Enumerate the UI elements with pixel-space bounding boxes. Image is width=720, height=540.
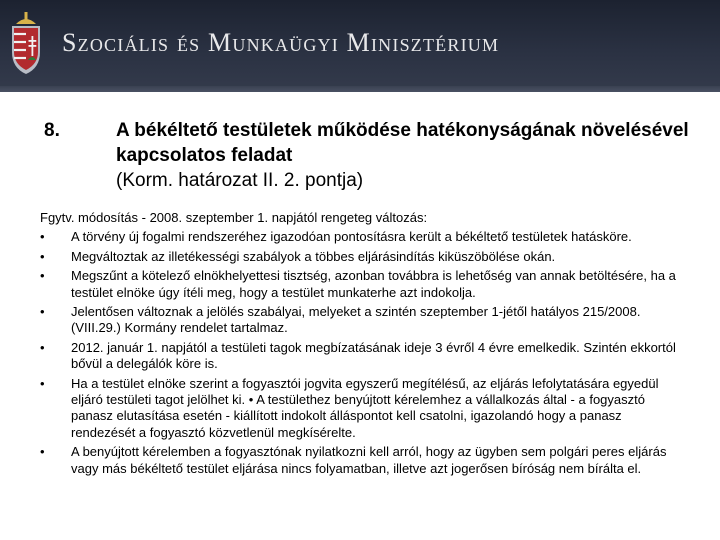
list-item: [40, 340, 680, 373]
list-item: [40, 376, 680, 442]
slide-title: [116, 118, 696, 193]
bullet-icon: •: [40, 444, 45, 460]
slide-title-sub: (Korm. határozat II. 2. pontja): [116, 170, 364, 191]
slide-body: [40, 210, 680, 480]
list-item: [40, 268, 680, 301]
header-banner: [0, 0, 720, 92]
list-item-text: A törvény új fogalmi rendszeréhez igazodóan pontosításra került a békéltető testületek hatásköre.: [71, 229, 632, 245]
intro-text: Fgytv. módosítás - 2008. szeptember 1. napjától rengeteg változás:: [40, 210, 428, 225]
list-item-text: Megszűnt a kötelező elnökhelyettesi tisztség, azonban továbbra is lehetőség van annak betöltésére, ha a testület elnöke úgy ítéli meg, hogy a testület munkaterhe azt indokolja.: [71, 268, 676, 300]
list-item: [40, 249, 680, 265]
list-item-text: 2012. január 1. napjától a testületi tagok megbízatásának ideje 3 évről 4 évre emelkedik. Szintén ekkortól bővül a delegálók köre is.: [71, 339, 676, 372]
bullet-icon: •: [40, 339, 45, 355]
bullet-list: [40, 229, 680, 477]
bullet-icon: •: [40, 229, 45, 245]
list-item-text: A benyújtott kérelemben a fogyasztónak nyilatkozni kell arról, hogy az ügyben sem polgári peres eljárás vagy más békéltető testület eljárása nincs folyamatban, illetve azt jogerősen bíróság nem bírálta el.: [71, 444, 667, 476]
slide-title-main: A békéltető testületek működése hatékonyságának növelésével kapcsolatos feladat: [116, 120, 689, 166]
list-item: [40, 229, 680, 245]
bullet-icon: •: [40, 268, 45, 284]
bullet-icon: •: [40, 375, 45, 391]
list-item: [40, 304, 680, 337]
bullet-icon: •: [40, 248, 45, 264]
list-item: [40, 444, 680, 477]
slide-number: 8.: [44, 120, 60, 141]
bullet-icon: •: [40, 304, 45, 320]
ministry-name: Szociális és Munkaügyi Minisztérium: [62, 28, 500, 57]
list-item-text: Jelentősen változnak a jelölés szabályai, melyeket a szintén szeptember 1-jétől hatályos 215/2008. (VIII.29.) Kormány rendelet tartalmaz.: [71, 304, 641, 336]
list-item-text: Ha a testület elnöke szerint a fogyasztói jogvita egyszerű megítélésű, az eljárás lefolytatására egyedül eljáró testületi tagot jelölhet ki. • A testülethez benyújtott kérelemhez a vállalkozás által - a fogyasztó panasz elutasítása esetén - kiállított indokolt álláspontot kell csatolni, igazolandó hogy a panasz rendezését a fogyasztó közvetlenül megkísérelte.: [71, 375, 659, 440]
hungarian-coat-of-arms-icon: [4, 12, 48, 76]
list-item-text: Megváltoztak az illetékességi szabályok a többes eljárásindítás kiküszöbölése okán.: [71, 248, 556, 264]
